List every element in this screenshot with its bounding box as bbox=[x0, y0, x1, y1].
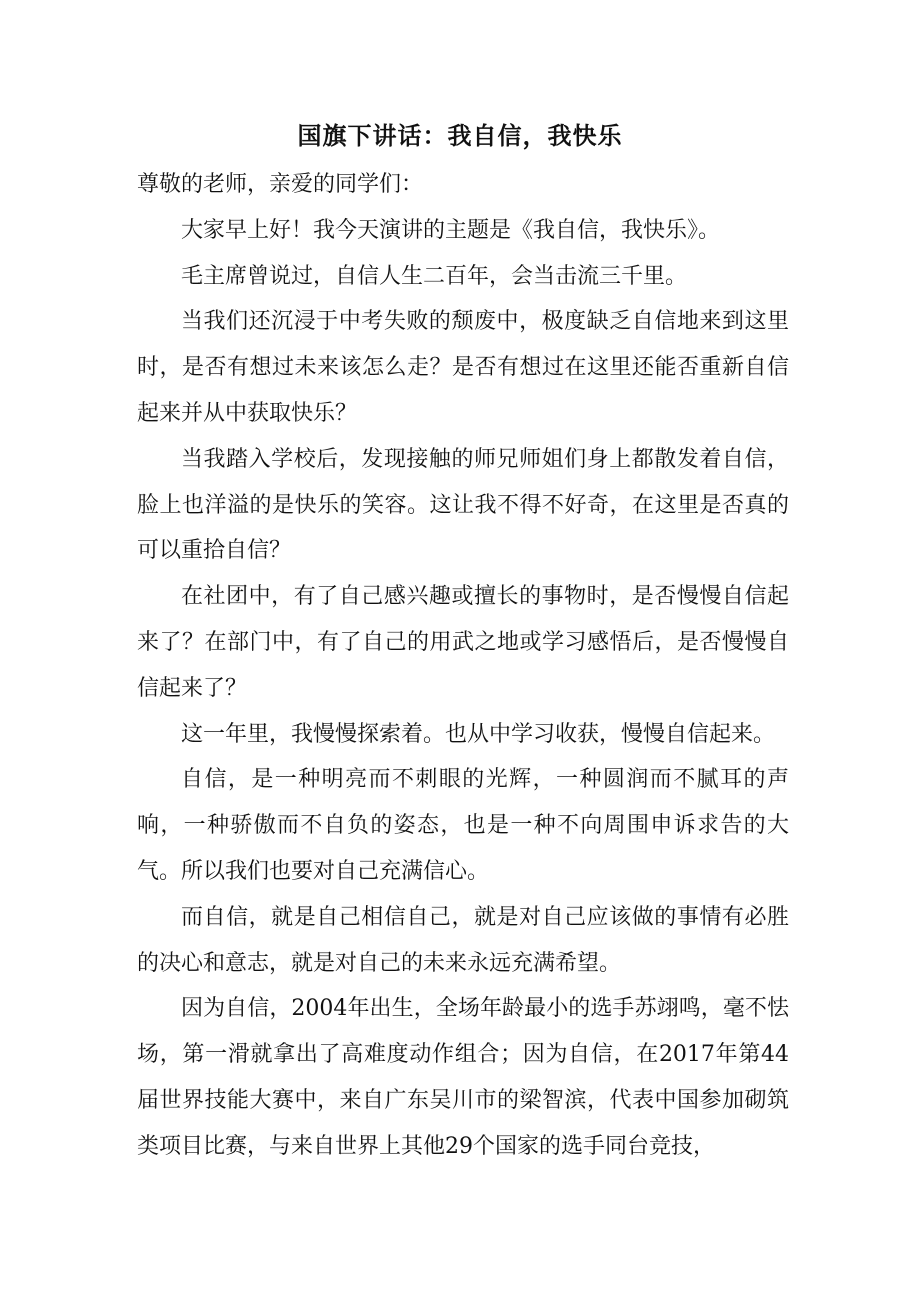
salutation: 尊敬的老师，亲爱的同学们： bbox=[137, 172, 424, 197]
speech-body bbox=[137, 162, 789, 1170]
paragraph-school: 当我踏入学校后，发现接触的师兄师姐们身上都散发着自信，脸上也洋溢的是快乐的笑容。这让我不得不好奇，在这里是否真的可以重拾自信？ bbox=[137, 446, 789, 564]
paragraph-arrival: 当我们还沉浸于中考失败的颓废中，极度缺乏自信地来到这里时，是否有想过未来该怎么走？是否有想过在这里还能否重新自信起来并从中获取快乐？ bbox=[137, 309, 789, 426]
paragraph-meaning: 而自信，就是自己相信自己，就是对自己应该做的事情有必胜的决心和意志，就是对自己的未来永远充满希望。 bbox=[137, 904, 789, 976]
paragraph-year: 这一年里，我慢慢探索着。也从中学习收获，慢慢自信起来。 bbox=[181, 721, 776, 747]
page-title: 国旗下讲话：我自信，我快乐 bbox=[297, 122, 623, 150]
paragraph-definition: 自信，是一种明亮而不刺眼的光辉，一种圆润而不腻耳的声响，一种骄傲而不自负的姿态，也是一种不向周围申诉求告的大气。所以我们也要对自己充满信心。 bbox=[137, 767, 789, 884]
paragraph-quote: 毛主席曾说过，自信人生二百年，会当击流三千里。 bbox=[181, 263, 688, 289]
paragraph-greeting: 大家早上好！我今天演讲的主题是《我自信，我快乐》。 bbox=[181, 217, 721, 243]
paragraph-examples: 因为自信，2004年出生，全场年龄最小的选手苏翊鸣，毫不怯场，第一滑就拿出了高难度动作组合；因为自信，在2017年第44届世界技能大赛中，来自广东吴川市的梁智滨，代表中国参加砌筑类项目比赛，与来自世界上其他29个国家的选手同台竞技， bbox=[137, 996, 789, 1159]
paragraph-clubs: 在社团中，有了自己感兴趣或擅长的事物时，是否慢慢自信起来了？在部门中，有了自己的用武之地或学习感悟后，是否慢慢自信起来了？ bbox=[137, 584, 789, 701]
